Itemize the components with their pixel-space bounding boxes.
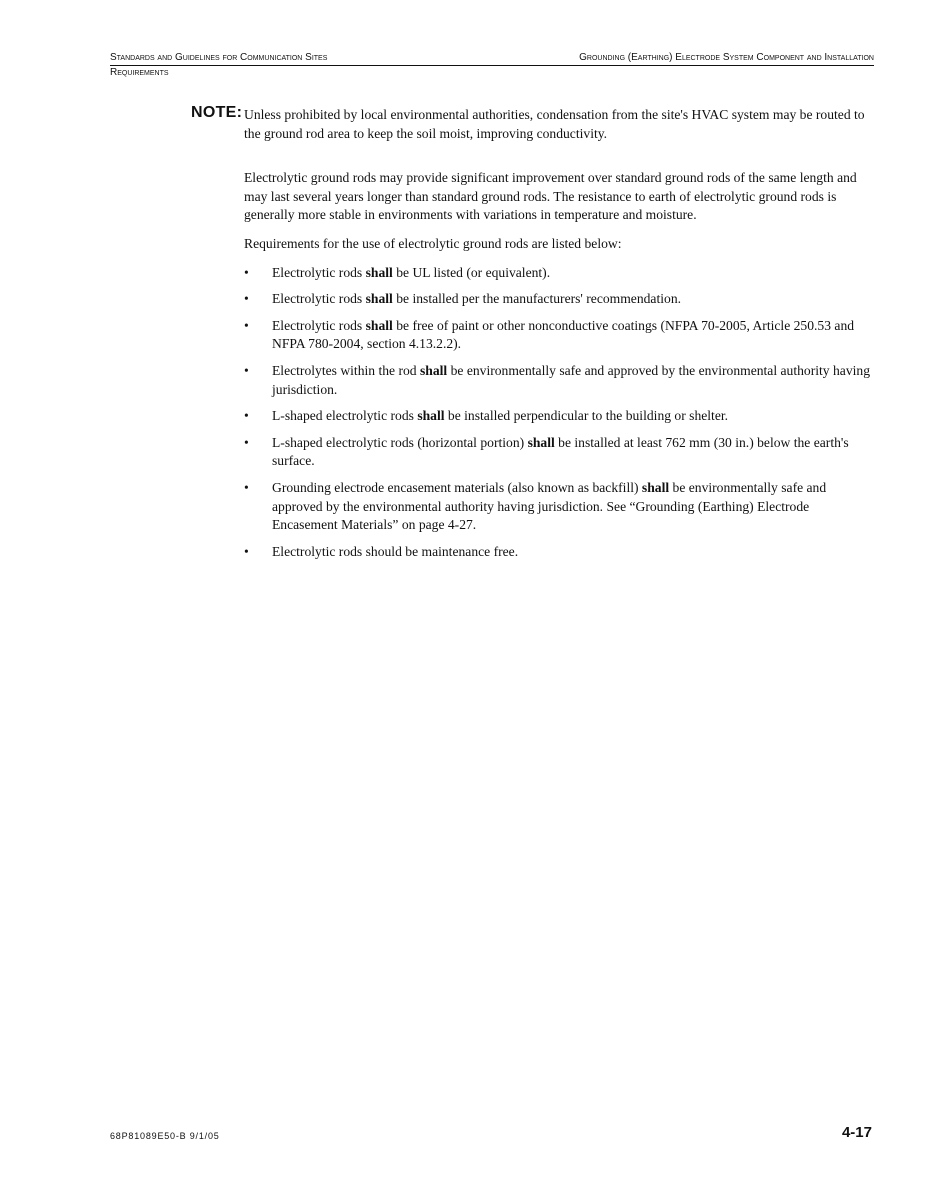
list-item: • Electrolytic rods shall be installed per the manufacturers' recommendation. [244,290,870,309]
list-item: • L-shaped electrolytic rods (horizontal portion) shall be installed at least 762 mm (30 in.) below the earth's surface. [244,434,849,469]
list-item: • Electrolytes within the rod shall be environmentally safe and approved by the environmental authority having jurisdiction. [244,362,870,397]
running-header-left [110,51,428,80]
body-paragraph: Electrolytic ground rods may provide significant improvement over standard ground rods of the same length and may last several years longer than standard ground rods. The resistance to earth of electrolytic ground rods is generally more stable in environments with variations in temperature and moisture. [244,170,857,223]
list-item: • Grounding electrode encasement materials (also known as backfill) shall be environmentally safe and approved by the environmental authority having jurisdiction. See “Grounding (Earthing) Electrode Encasement Materials” on page 4-27. [244,479,827,533]
header-left-subtitle: Requirements [110,67,169,78]
page-number: 4-17 [841,1124,872,1141]
bullet: • [244,291,249,307]
list-item: • Electrolytic rods should be maintenance free. [244,543,870,562]
bullet: • [244,408,249,424]
note-text: Unless prohibited by local environmental authorities, condensation from the site's HVAC system may be routed to the ground rod area to keep the soil moist, improving conductivity. [244,107,865,141]
list-item: • Electrolytic rods shall be free of paint or other nonconductive coatings (NFPA 70-2005, Article 250.53 and NFPA 780-2004, section 4.13.2.2). [244,317,855,352]
header-left-title: Standards and Guidelines for Communication Sites [110,51,428,66]
bullet: • [244,317,249,333]
footer-doc-id: 68P81089E50-B 9/1/05 [110,1131,220,1141]
running-header-right: Grounding (Earthing) Electrode System Component and Installation [428,51,874,66]
main-content [244,106,870,569]
bullet: • [244,264,249,280]
list-item: • Electrolytic rods shall be UL listed (or equivalent). [244,264,870,283]
requirements-intro: Requirements for the use of electrolytic ground rods are listed below: [244,235,622,251]
bullet: • [244,362,249,378]
note-label: NOTE: [191,104,243,121]
bullet: • [244,479,249,495]
requirements-list [244,264,870,562]
list-item: • L-shaped electrolytic rods shall be installed perpendicular to the building or shelter. [244,407,870,426]
bullet: • [244,434,249,450]
bullet: • [244,543,249,559]
